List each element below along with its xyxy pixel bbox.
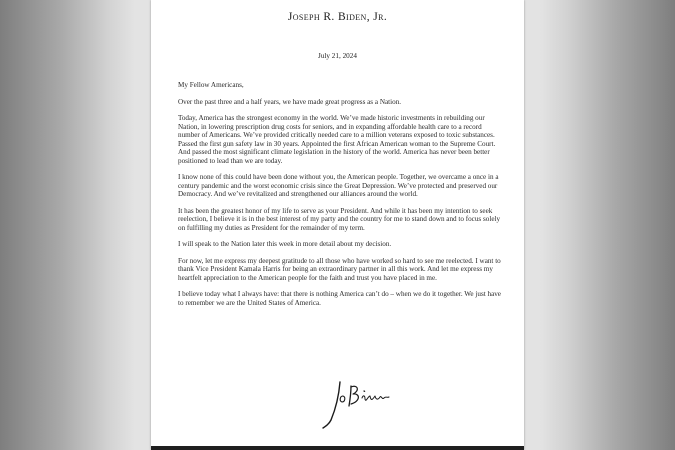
paragraph-speak-to-nation: I will speak to the Nation later this week in more detail about my decision. [178,240,392,249]
paragraph-progress: Over the past three and a half years, we have made great progress as a Nation. [178,97,402,106]
letter-body [178,81,504,316]
letter-page [151,0,524,450]
paragraph-stand-down: It has been the greatest honor of my life to serve as your President. And while it has been my intention to seek reelection, I believe it is in the best interest of my party and the country for me to stand down and to focus solely on fulfilling my duties as President for the remainder of my term. [178,206,501,232]
paragraph-economy: Today, America has the strongest economy in the world. We’ve made historic investments in rebuilding our Nation, in lowering prescription drug costs for seniors, and in expanding affordable health care to a record number of Americans. We’ve provided critically needed care to a million veterans exposed to toxic substances. Passed the first gun safety law in 30 years. Appointed the first African American woman to the Supreme Court. And passed the most significant climate legislation in the history of the world. America has never been better positioned to lead than we are today. [178,114,496,165]
letterhead: Joseph R. Biden, Jr. [287,11,388,23]
paragraph-american-people: I know none of this could have been done without you, the American people. Together, we overcame a once in a century pandemic and the worst economic crisis since the Great Depression. We’ve protected and preserved our Democracy. And we’ve revitalized and strengthened our alliances around the world. [178,173,499,199]
signature [318,376,398,432]
salutation: My Fellow Americans, [178,81,244,89]
paragraph-closing: I believe today what I always have: that there is nothing America can’t do – when we do it together. We just have to remember we are the United States of America. [178,290,501,307]
paragraph-gratitude: For now, let me express my deepest gratitude to all those who have worked so hard to see me reelected. I want to thank Vice President Kamala Harris for being an extraordinary partner in all this work. And let me express my heartfelt appreciation to the American people for the faith and trust you have placed in me. [178,256,501,282]
letter-date: July 21, 2024 [318,52,357,60]
